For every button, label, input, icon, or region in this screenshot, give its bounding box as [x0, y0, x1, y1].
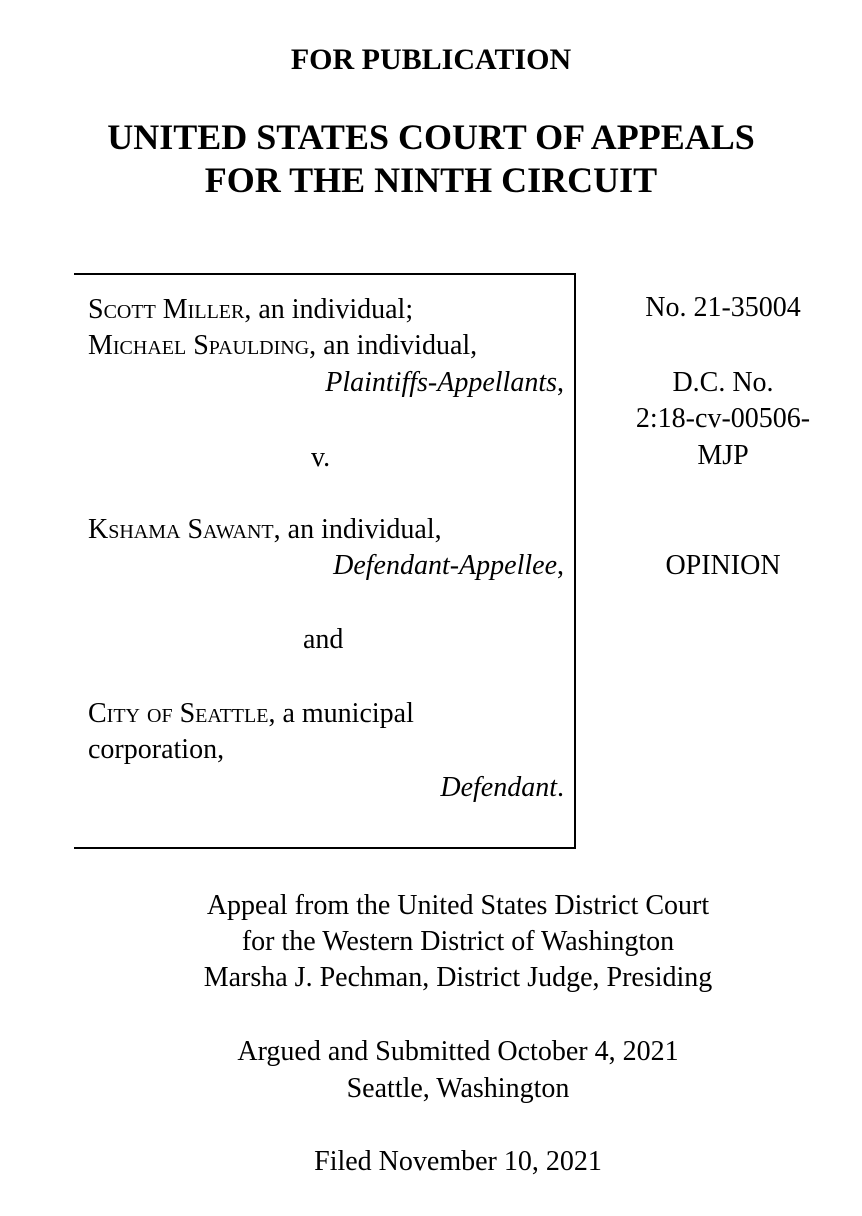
defendant-1-name: Kshama Sawant [88, 514, 274, 545]
court-name-line2: FOR THE NINTH CIRCUIT [204, 160, 658, 200]
defendant-2-role-label: Defendant [440, 772, 557, 803]
defendant-2-desc: , a municipal [268, 698, 414, 729]
district-court-number-line1: 2:18-cv-00506- [635, 403, 811, 434]
defendant-2-name: City of Seattle [88, 698, 269, 729]
plaintiffs-role-comma: , [557, 367, 564, 398]
defendant-2-desc-cont: corporation, [88, 734, 225, 765]
case-number: No. 21-35004 [645, 292, 801, 323]
appeal-line3: Marsha J. Pechman, District Judge, Presiding [203, 962, 713, 993]
defendant-2-role [440, 770, 564, 806]
defendant-1-role-label: Defendant-Appellee [333, 550, 557, 581]
argued-date: Argued and Submitted October 4, 2021 [237, 1036, 679, 1067]
plaintiff-2-name: Michael Spaulding [88, 330, 310, 361]
defendant-1-desc: , an individual, [273, 514, 442, 545]
appeal-line2: for the Western District of Washington [241, 926, 675, 957]
defendant-1 [88, 512, 442, 548]
plaintiff-2-desc: , an individual, [309, 330, 478, 361]
argued-location: Seattle, Washington [346, 1073, 570, 1104]
document-type: OPINION [665, 550, 781, 581]
district-court-label: D.C. No. [672, 367, 774, 398]
defendant-1-role [333, 548, 564, 584]
filed-date: Filed November 10, 2021 [314, 1146, 602, 1177]
plaintiff-1-name: Scott Miller [88, 294, 245, 325]
plaintiff-2 [88, 328, 477, 364]
publication-status: FOR PUBLICATION [290, 43, 572, 76]
appeal-line1: Appeal from the United States District Court [206, 890, 710, 921]
district-court-number-line2: MJP [697, 440, 749, 471]
and-connector: and [303, 624, 344, 655]
plaintiffs-role [325, 365, 564, 401]
defendant-2 [88, 696, 414, 732]
defendant-1-role-comma: , [557, 550, 564, 581]
versus: v. [311, 442, 331, 473]
defendant-2-role-period: . [557, 772, 564, 803]
plaintiffs-role-label: Plaintiffs-Appellants [325, 367, 557, 398]
court-name-line1: UNITED STATES COURT OF APPEALS [107, 117, 755, 157]
plaintiff-1-desc: , an individual; [244, 294, 414, 325]
plaintiff-1 [88, 292, 413, 328]
